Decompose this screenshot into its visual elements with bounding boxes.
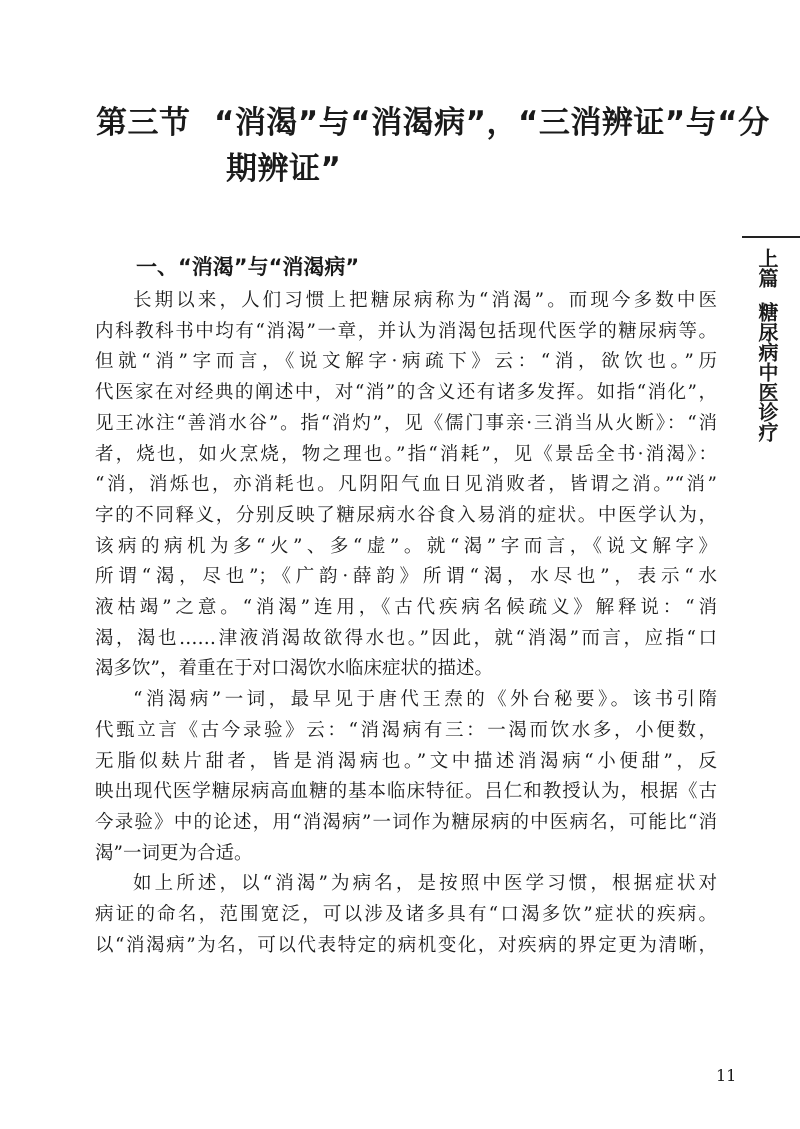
text-line: 映出现代医学糖尿病高血糖的基本临床特征。吕仁和教授认为，根据《古 — [95, 781, 717, 803]
text-line: 病证的命名，范围宽泛，可以涉及诸多具有“口渴多饮”症状的疾病。 — [95, 904, 717, 926]
text-line: 字的不同释义，分别反映了糖尿病水谷食入易消的症状。中医学认为， — [95, 504, 717, 526]
text-line: 代甄立言《古今录验》云：“消渴病有三：一渴而饮水多，小便数， — [95, 719, 717, 741]
section-heading: 一、“消渴”与“消渴病” — [136, 255, 360, 279]
text-line: 今录验》中的论述，用“消渴病”一词作为糖尿病的中医病名，可能比“消 — [95, 811, 717, 833]
text-line: 者，烧也，如火烹烧，物之理也。”指“消耗”，见《景岳全书·消渴》： — [95, 443, 717, 465]
title-line-1 — [96, 100, 770, 146]
text-line: 所谓“渴，尽也”；《广韵·薛韵》所谓“渴，水尽也”，表示“水 — [95, 566, 717, 588]
title-text-1: “消渴”与“消渴病”，“三消辨证”与“分 — [214, 105, 770, 141]
text-line: 长期以来，人们习惯上把糖尿病称为“消渴”。而现今多数中医 — [133, 290, 717, 311]
text-line: 见王冰注“善消水谷”。指“消灼”，见《儒门事亲·三消当从火断》：“消 — [95, 412, 717, 434]
page-number: 11 — [716, 1066, 737, 1085]
text-line: 该病的病机为多“火”、多“虚”。就“渴”字而言，《说文解字》 — [95, 535, 717, 557]
section-number: 第三节 — [96, 105, 191, 141]
text-line: 以“消渴病”为名，可以代表特定的病机变化，对疾病的界定更为清晰， — [95, 934, 717, 956]
title-line-2: 期辨证” — [226, 151, 342, 187]
paragraph-1 — [95, 286, 717, 685]
sidebar-divider — [742, 236, 800, 238]
sidebar-part-name: 糖尿病中医诊疗 — [755, 302, 779, 442]
text-line: 渴”一词更为合适。 — [95, 842, 253, 864]
text-line: “消，消烁也，亦消耗也。凡阴阳气血日见消败者，皆谓之消。”“消” — [95, 474, 717, 496]
text-line: 但就“消”字而言，《说文解字·病疏下》云：“消，欲饮也。”历 — [95, 351, 717, 373]
body-text — [95, 286, 717, 961]
text-line: 液枯竭”之意。“消渴”连用，《古代疾病名候疏义》解释说：“消 — [95, 597, 717, 619]
paragraph-3 — [95, 869, 717, 961]
text-line: 渴多饮”，着重在于对口渴饮水临床症状的描述。 — [95, 658, 493, 680]
page-title — [96, 100, 770, 192]
text-line: 内科教科书中均有“消渴”一章，并认为消渴包括现代医学的糖尿病等。 — [95, 320, 717, 342]
paragraph-2 — [95, 685, 717, 869]
text-line: 无脂似麸片甜者，皆是消渴病也。”文中描述消渴病“小便甜”，反 — [95, 750, 717, 772]
text-line: 如上所述，以“消渴”为病名，是按照中医学习惯，根据症状对 — [133, 873, 717, 895]
text-line: 代医家在对经典的阐述中，对“消”的含义还有诸多发挥。如指“消化”， — [95, 382, 717, 404]
text-line: “消渴病”一词，最早见于唐代王焘的《外台秘要》。该书引隋 — [133, 689, 717, 711]
sidebar-part-label: 上篇 — [755, 248, 779, 288]
text-line: 渴，渴也……津液消渴故欲得水也。”因此，就“消渴”而言，应指“口 — [95, 627, 717, 649]
sidebar-part-tab — [748, 248, 778, 442]
